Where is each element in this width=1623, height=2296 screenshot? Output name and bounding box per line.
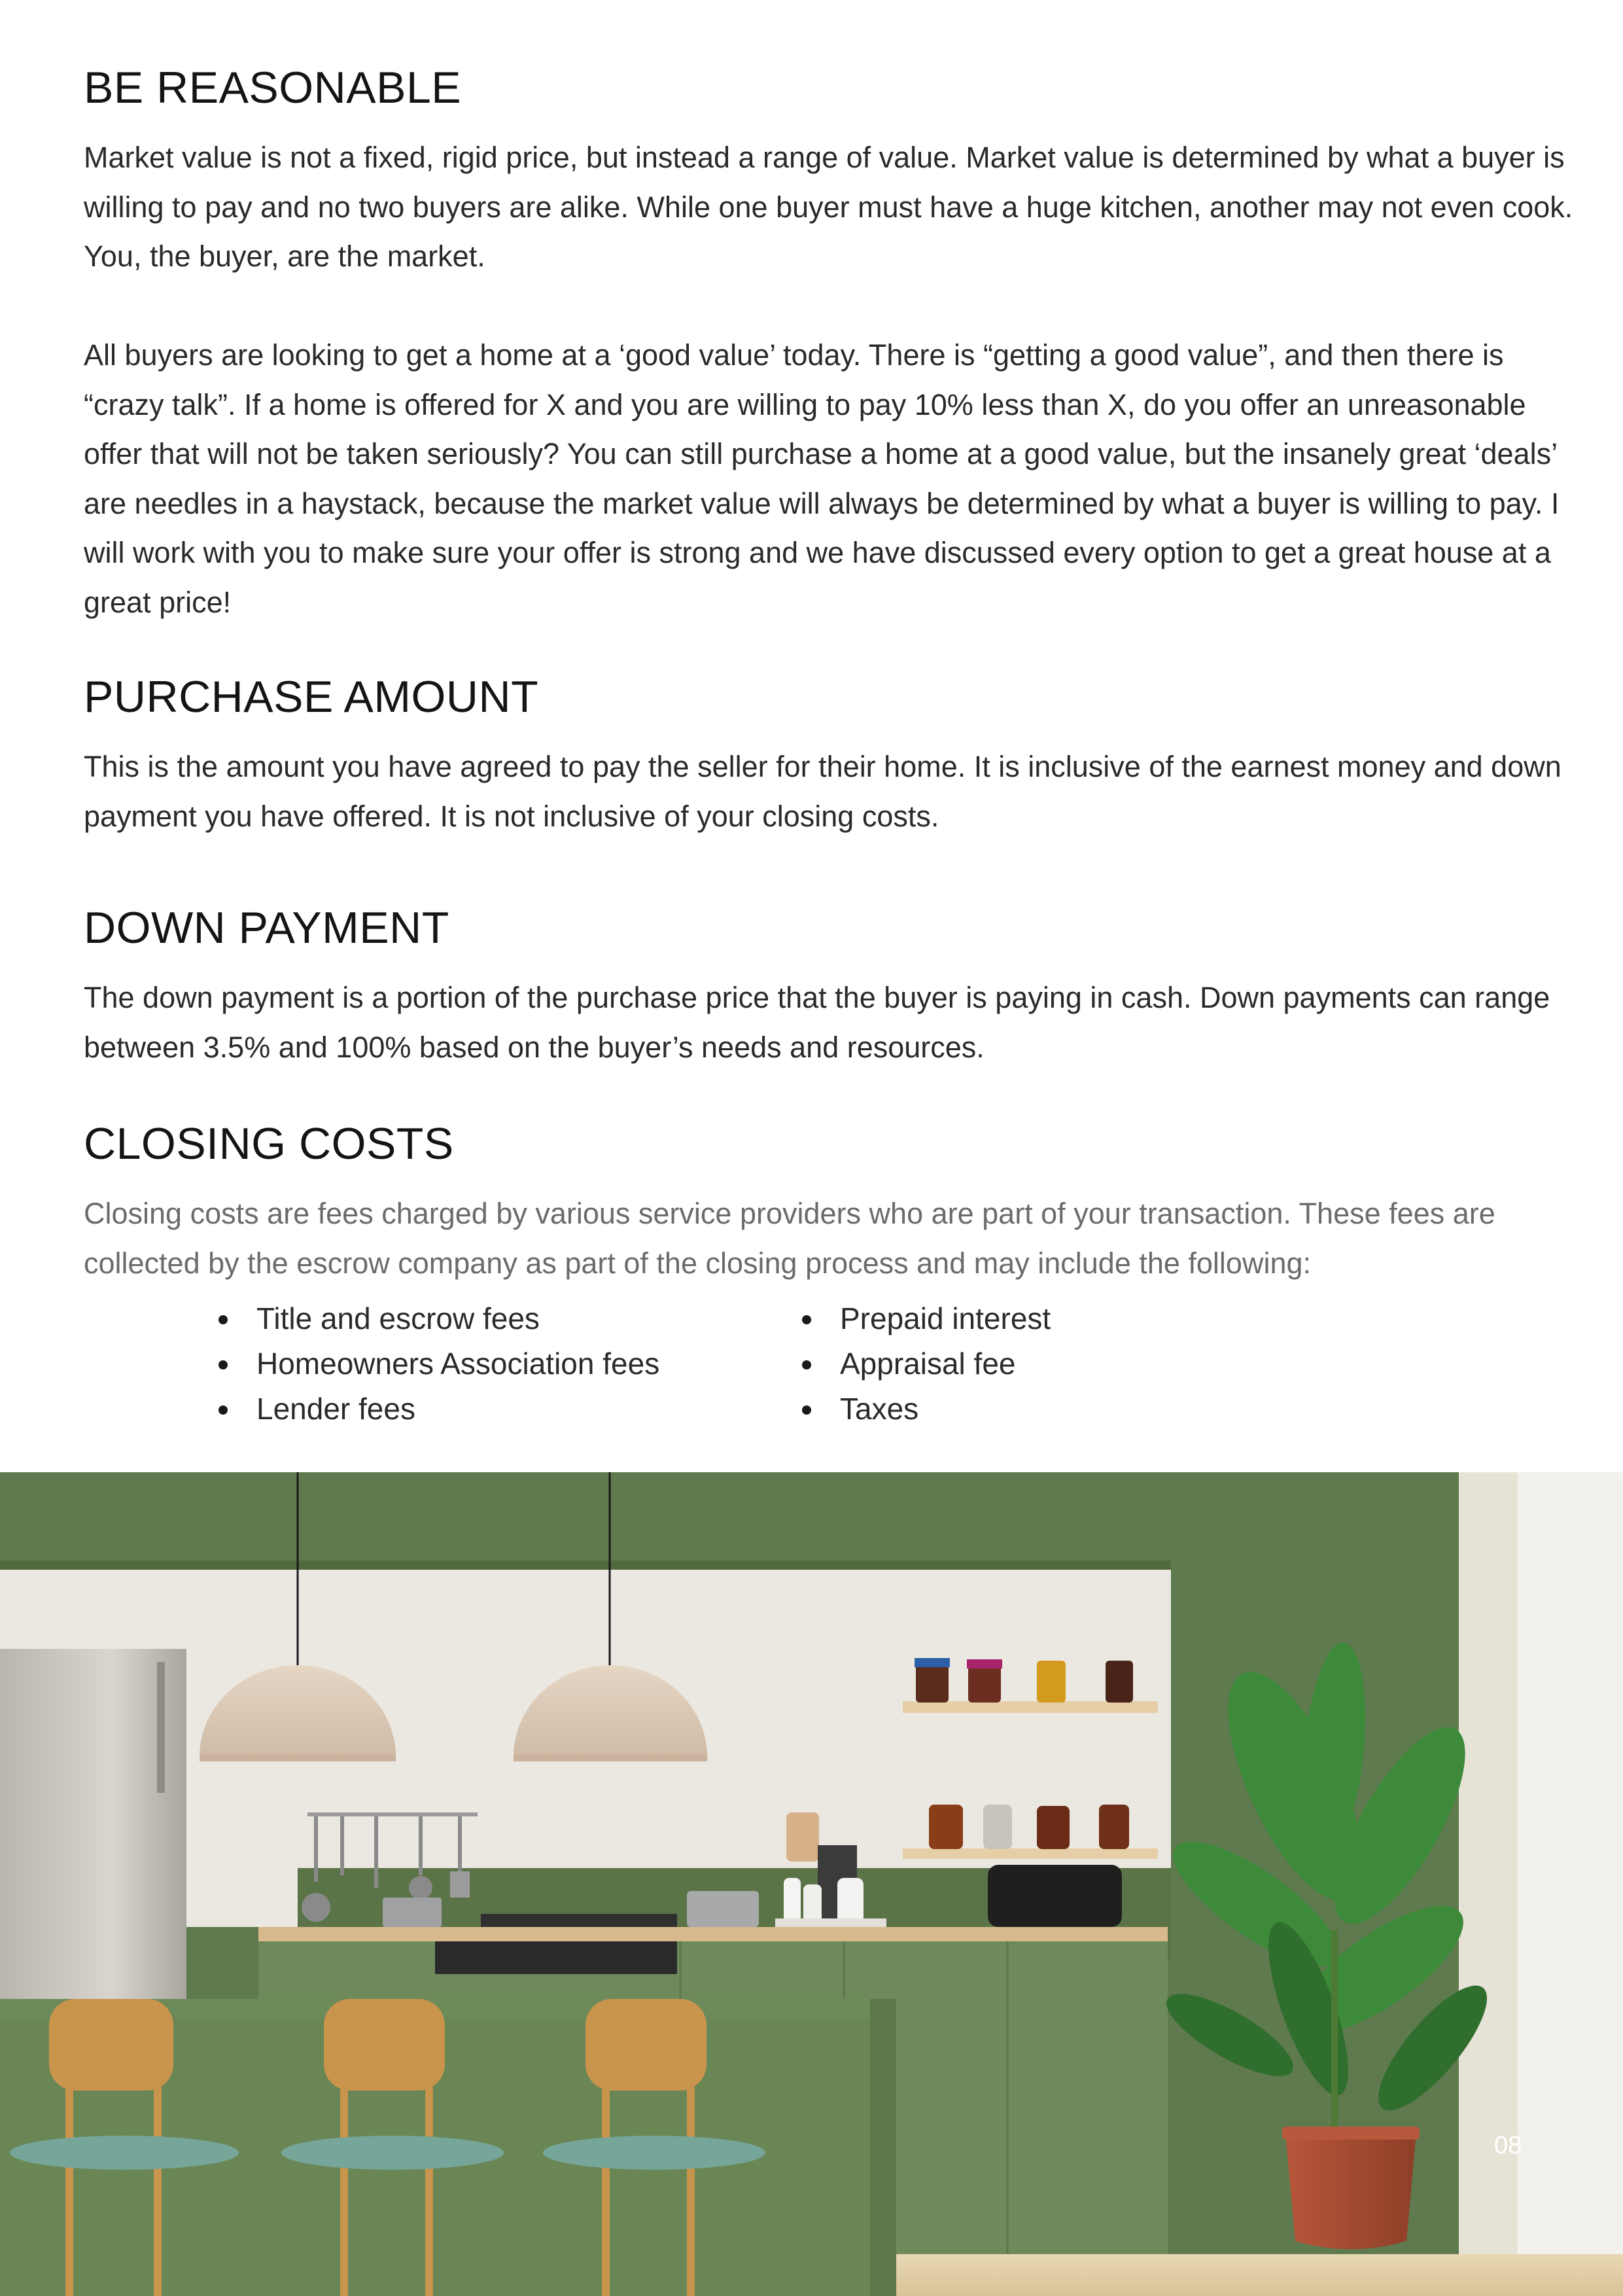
closing-costs-list-left [216,1296,659,1432]
list-item: Taxes [799,1386,1051,1432]
heading-purchase-amount: PURCHASE AMOUNT [84,672,539,722]
list-item: Lender fees [216,1386,659,1432]
list-item: Prepaid interest [799,1296,1051,1341]
list-item: Homeowners Association fees [216,1341,659,1386]
paragraph-down-payment: The down payment is a portion of the purchase price that the buyer is paying in cash. Down payments can range between 3.5% and 100% based on the buyer’s needs and resources. [84,981,1550,1064]
list-item: Title and escrow fees [216,1296,659,1341]
list-item: Appraisal fee [799,1341,1051,1386]
kitchen-photo [0,1472,1623,2296]
heading-down-payment: DOWN PAYMENT [84,903,449,953]
page-number: 08 [1494,2132,1522,2159]
paragraph-market-value: Market value is not a fixed, rigid price, but instead a range of value. Market value is determined by what a buyer is willing to pay and no two buyers are alike. While one buyer must have a huge kitchen, another may not even cook. You, the buyer, are the market. [84,141,1573,273]
paragraph-purchase-amount: This is the amount you have agreed to pay the seller for their home. It is inclusive of the earnest money and down payment you have offered. It is not inclusive of your closing costs. [84,750,1562,833]
paragraph-closing-costs: Closing costs are fees charged by various service providers who are part of your transaction. These fees are collected by the escrow company as part of the closing process and may include the following: [84,1197,1495,1280]
paragraph-good-value: All buyers are looking to get a home at a ‘good value’ today. There is “getting a good value”, and then there is “crazy talk”. If a home is offered for X and you are willing to pay 10% less than X, do you offer an unreasonable offer that will not be taken seriously? You can still purchase a home at a good value, but the insanely great ‘deals’ are needles in a haystack, because the market value will always be determined by what a buyer is willing to pay. I will work with you to make sure your offer is strong and we have discussed every option to get a great house at a great price! [84,338,1560,619]
closing-costs-list-right [799,1296,1051,1432]
heading-closing-costs: CLOSING COSTS [84,1119,454,1169]
heading-be-reasonable: BE REASONABLE [84,63,462,113]
